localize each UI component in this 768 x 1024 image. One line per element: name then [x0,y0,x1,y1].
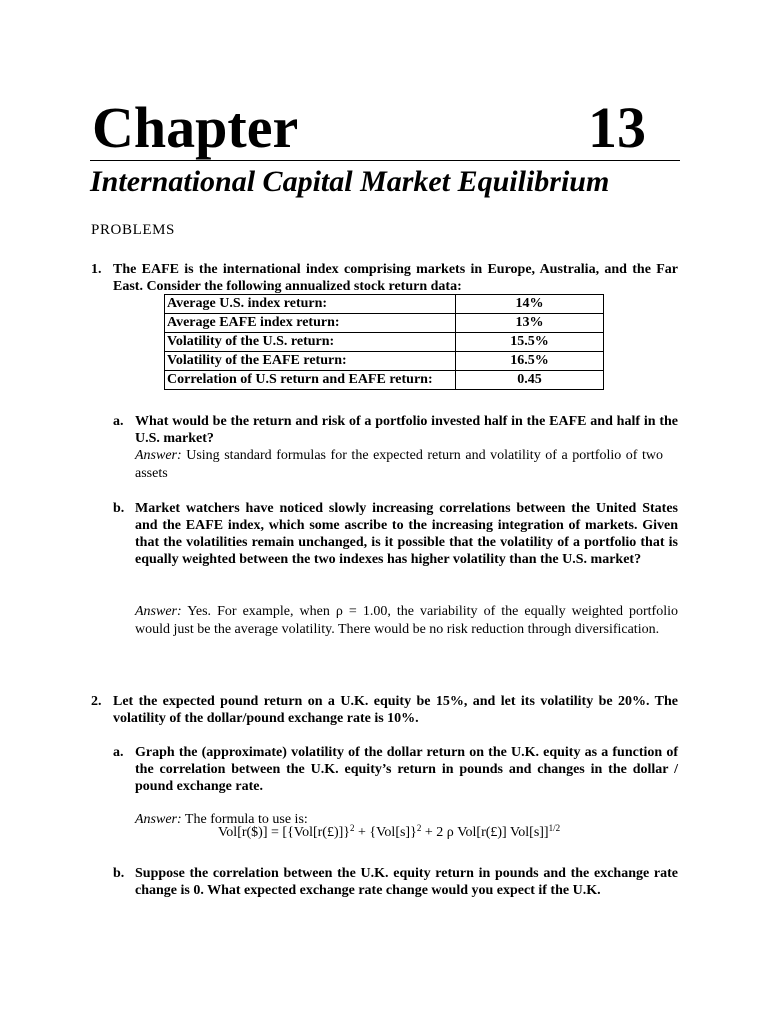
q1-number: 1. [91,262,102,277]
formula-part: + {Vol[s]} [354,825,417,840]
table-cell-value: 15.5% [456,333,604,352]
q1b-question: Market watchers have noticed slowly increasing correlations between the United States and the EAFE index, which some ascribe to the increasing integration of markets. Given that the volatilities remain unchanged, is it possible that the volatility of a portfolio that is equally weighted between the two indexes has higher volatility than the U.S. market? [135,501,678,567]
q1a-answer [135,447,663,483]
formula-part: + 2 ρ Vol[r(£)] Vol[s]] [421,825,549,840]
table-cell-value: 0.45 [456,371,604,390]
table-cell-label: Correlation of U.S return and EAFE return: [165,371,456,390]
table-row [165,352,604,371]
q2-text: Let the expected pound return on a U.K. equity be 15%, and let its volatility be 20%. The volatility of the dollar/pound exchange rate is 10%. [113,694,678,726]
formula-exponent: 2 [350,823,355,833]
table-cell-value: 13% [456,314,604,333]
table-cell-value: 14% [456,295,604,314]
volatility-formula [218,824,560,842]
return-data-table [164,294,604,390]
answer-text: Yes. For example, when ρ = 1.00, the variability of the equally weighted portfolio would just be the average volatility. There would be no risk reduction through diversification. [135,604,678,637]
answer-label: Answer: [135,604,182,619]
q2b-question: Suppose the correlation between the U.K. equity return in pounds and the exchange rate change is 0. What expected exchange rate change would you expect if the U.K. [135,866,678,898]
q2a-letter: a. [113,745,124,760]
q2a-question: Graph the (approximate) volatility of the dollar return on the U.K. equity as a function of the correlation between the U.K. equity’s return in pounds and changes in the dollar / pound exchange rate. [135,745,678,794]
formula-exponent: 1/2 [548,823,561,833]
table-row [165,333,604,352]
answer-text: Using standard formulas for the expected return and volatility of a portfolio of two assets [135,448,663,481]
answer-label: Answer: [135,812,182,827]
table-cell-label: Average EAFE index return: [165,314,456,333]
formula-part: Vol[r($)] = [{Vol[r(£)]} [218,825,351,840]
table-cell-label: Volatility of the U.S. return: [165,333,456,352]
q2-number: 2. [91,694,102,709]
chapter-title: International Capital Market Equilibrium [90,165,610,198]
table-row [165,295,604,314]
table-cell-label: Volatility of the EAFE return: [165,352,456,371]
table-cell-label: Average U.S. index return: [165,295,456,314]
q1a-question: What would be the return and risk of a portfolio invested half in the EAFE and half in the U.S. market? [135,414,678,446]
q1b-letter: b. [113,501,125,516]
chapter-number: 13 [588,95,646,160]
q1a-letter: a. [113,414,124,429]
q1-text: The EAFE is the international index comprising markets in Europe, Australia, and the Far East. Consider the following annualized stock return data: [113,262,678,294]
chapter-label: Chapter [92,95,299,160]
answer-label: Answer: [135,448,182,463]
section-heading: PROBLEMS [91,222,175,238]
table-row [165,314,604,333]
answer-text: The formula to use is: [184,812,308,827]
q1b-answer [135,603,678,639]
table-cell-value: 16.5% [456,352,604,371]
title-rule [90,160,680,161]
formula-exponent: 2 [416,823,422,833]
table-row [165,371,604,390]
q2b-letter: b. [113,866,125,881]
